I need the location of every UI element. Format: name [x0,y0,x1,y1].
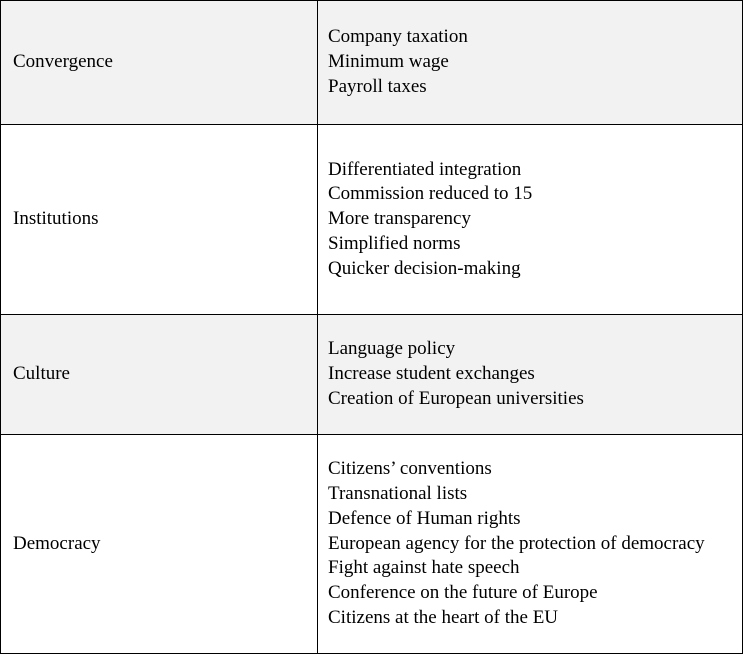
list-item: Conference on the future of Europe [328,582,598,604]
list-item: Quicker decision-making [328,257,521,279]
list-item: Commission reduced to 15 [328,183,533,205]
category-cell: Culture [1,315,318,435]
list-item: Increase student exchanges [328,363,535,385]
list-item: Simplified norms [328,232,461,254]
items-cell [318,435,743,654]
list-item: Company taxation [328,26,468,48]
list-item: Citizens’ conventions [328,458,492,480]
items-cell [318,315,743,435]
table-row-democracy [1,435,743,654]
list-item: Citizens at the heart of the EU [328,606,559,628]
list-item: Language policy [328,338,456,360]
list-item: Fight against hate speech [328,557,520,579]
list-item: Differentiated integration [328,158,522,180]
list-item: Transnational lists [328,483,468,504]
list-item: Minimum wage [328,51,449,73]
table-row-culture [1,315,743,435]
table-row-convergence [1,1,743,125]
list-item: European agency for the protection of democracy [328,532,705,554]
category-cell: Convergence [1,1,318,125]
items-cell [318,125,743,315]
list-item: Payroll taxes [328,75,427,97]
items-cell [318,1,743,125]
table-row-institutions [1,125,743,315]
list-item: More transparency [328,208,471,230]
category-cell: Institutions [1,125,318,315]
list-item: Creation of European universities [328,387,584,409]
list-item: Defence of Human rights [328,507,521,529]
category-cell: Democracy [1,435,318,654]
